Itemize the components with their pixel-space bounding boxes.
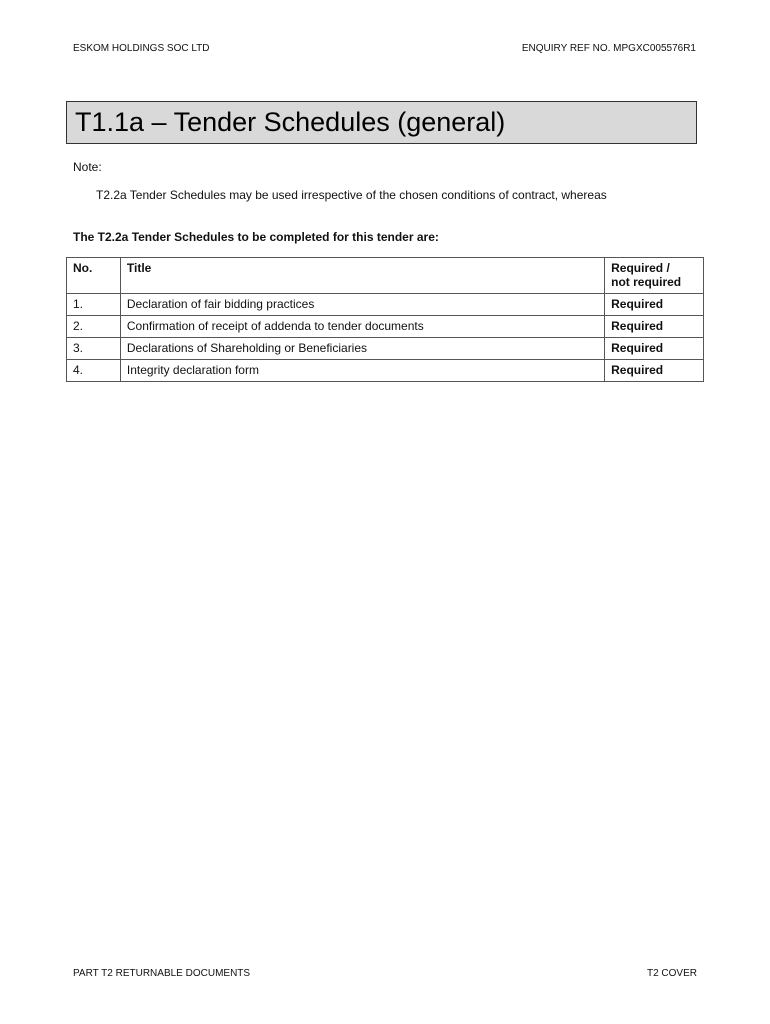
table-row [67,294,704,316]
note-text: T2.2a Tender Schedules may be used irrespective of the chosen conditions of contract, whereas [96,188,607,202]
title-box [66,101,697,144]
row-title: Declarations of Shareholding or Beneficiaries [120,338,604,360]
schedules-intro: The T2.2a Tender Schedules to be completed for this tender are: [73,230,439,244]
header-required-line2: not required [611,275,682,289]
row-title: Confirmation of receipt of addenda to tender documents [120,316,604,338]
table-row [67,316,704,338]
row-title: Integrity declaration form [120,360,604,382]
table-row [67,338,704,360]
row-status: Required [605,294,704,316]
note-label: Note: [73,160,102,174]
header-required-line1: Required / [611,261,670,275]
header-title: Title [120,258,604,294]
row-title: Declaration of fair bidding practices [120,294,604,316]
header-company: ESKOM HOLDINGS SOC LTD [73,43,210,54]
footer-left: PART T2 RETURNABLE DOCUMENTS [73,968,251,979]
header-required [605,258,704,294]
table-header-row [67,258,704,294]
page-title: T1.1a – Tender Schedules (general) [75,107,506,137]
footer-right: T2 COVER [646,968,697,979]
row-status: Required [605,316,704,338]
row-number: 4. [67,360,121,382]
schedules-table [66,257,704,382]
row-status: Required [605,338,704,360]
row-status: Required [605,360,704,382]
row-number: 2. [67,316,121,338]
header-enquiry-ref: ENQUIRY REF NO. MPGXC005576R1 [521,43,696,54]
row-number: 1. [67,294,121,316]
header-no: No. [67,258,121,294]
table-row [67,360,704,382]
row-number: 3. [67,338,121,360]
